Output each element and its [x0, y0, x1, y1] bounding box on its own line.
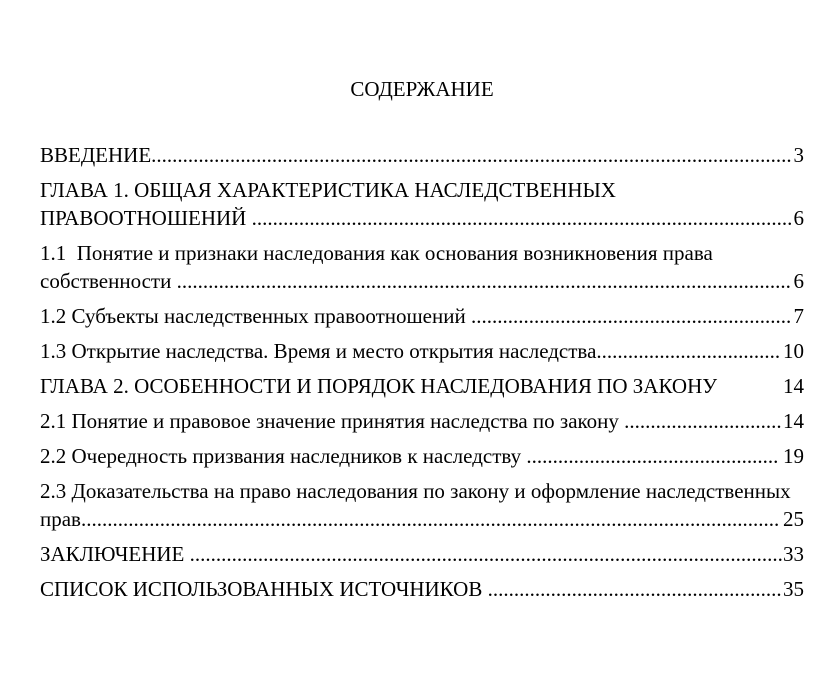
toc-page-number: 14: [783, 374, 804, 398]
toc-page-number: 3: [793, 143, 804, 167]
toc-entry-text: 2.2 Очередность призвания наследников к наследству: [40, 444, 527, 468]
toc-entry[interactable]: [40, 442, 804, 470]
page-title: СОДЕРЖАНИЕ: [350, 77, 494, 101]
dot-leader: .................................................................................................................: [189, 542, 783, 566]
toc-page-number: 7: [793, 304, 804, 328]
toc-entry[interactable]: [40, 575, 804, 603]
toc-entry-text: ЗАКЛЮЧЕНИЕ: [40, 542, 190, 566]
toc-entry[interactable]: [40, 302, 804, 330]
dot-leader: ..............................: [624, 409, 782, 433]
dot-leader: .....................................................................................................................................: [80, 507, 780, 531]
dot-leader: ................................................: [526, 444, 779, 468]
toc-page-number: 14: [783, 409, 804, 433]
toc-entry-text: ВВЕДЕНИЕ: [40, 143, 152, 167]
dot-leader: ..........................................................................................................................: [151, 143, 792, 167]
toc-entry-text: ГЛАВА 1. ОБЩАЯ ХАРАКТЕРИСТИКА НАСЛЕДСТВЕННЫХ ПРАВООТНОШЕНИЙ: [40, 178, 622, 230]
toc-entry[interactable]: [40, 477, 804, 533]
dot-leader: ........................................................: [487, 577, 782, 601]
dot-leader: .......................................................................................................: [251, 206, 793, 230]
toc-entry[interactable]: [40, 239, 804, 295]
table-of-contents: [40, 141, 804, 603]
toc-entry[interactable]: [40, 141, 804, 169]
toc-page-number: 6: [793, 206, 804, 230]
toc-page-number: 25: [783, 507, 804, 531]
toc-entry-text: 1.2 Субъекты наследственных правоотношений: [40, 304, 471, 328]
toc-entry[interactable]: [40, 540, 804, 568]
toc-entry-text: 1.1 Понятие и признаки наследования как основания возникновения права собственности: [40, 241, 719, 293]
toc-entry-text: СПИСОК ИСПОЛЬЗОВАННЫХ ИСТОЧНИКОВ: [40, 577, 488, 601]
toc-entry[interactable]: [40, 407, 804, 435]
toc-entry-text: 2.1 Понятие и правовое значение принятия наследства по закону: [40, 409, 625, 433]
toc-entry[interactable]: [40, 337, 804, 365]
dot-leader: ...................................: [596, 339, 781, 363]
toc-entry[interactable]: [40, 372, 804, 400]
toc-entry-text: ГЛАВА 2. ОСОБЕННОСТИ И ПОРЯДОК НАСЛЕДОВАНИЯ ПО ЗАКОНУ: [40, 374, 723, 398]
toc-entry-text: 2.3 Доказательства на право наследования по закону и оформление наследственных прав: [40, 479, 796, 531]
toc-entry-text: 1.3 Открытие наследства. Время и место открытия наследства: [40, 339, 597, 363]
dot-leader: .....................................................................................................................: [176, 269, 791, 293]
dot-leader: .............................................................: [470, 304, 792, 328]
toc-page-number: 19: [783, 444, 804, 468]
toc-page-number: 35: [783, 577, 804, 601]
toc-page-number: 6: [793, 269, 804, 293]
toc-entry[interactable]: [40, 176, 804, 232]
toc-page-number: 10: [783, 339, 804, 363]
toc-page-number: 33: [783, 542, 804, 566]
